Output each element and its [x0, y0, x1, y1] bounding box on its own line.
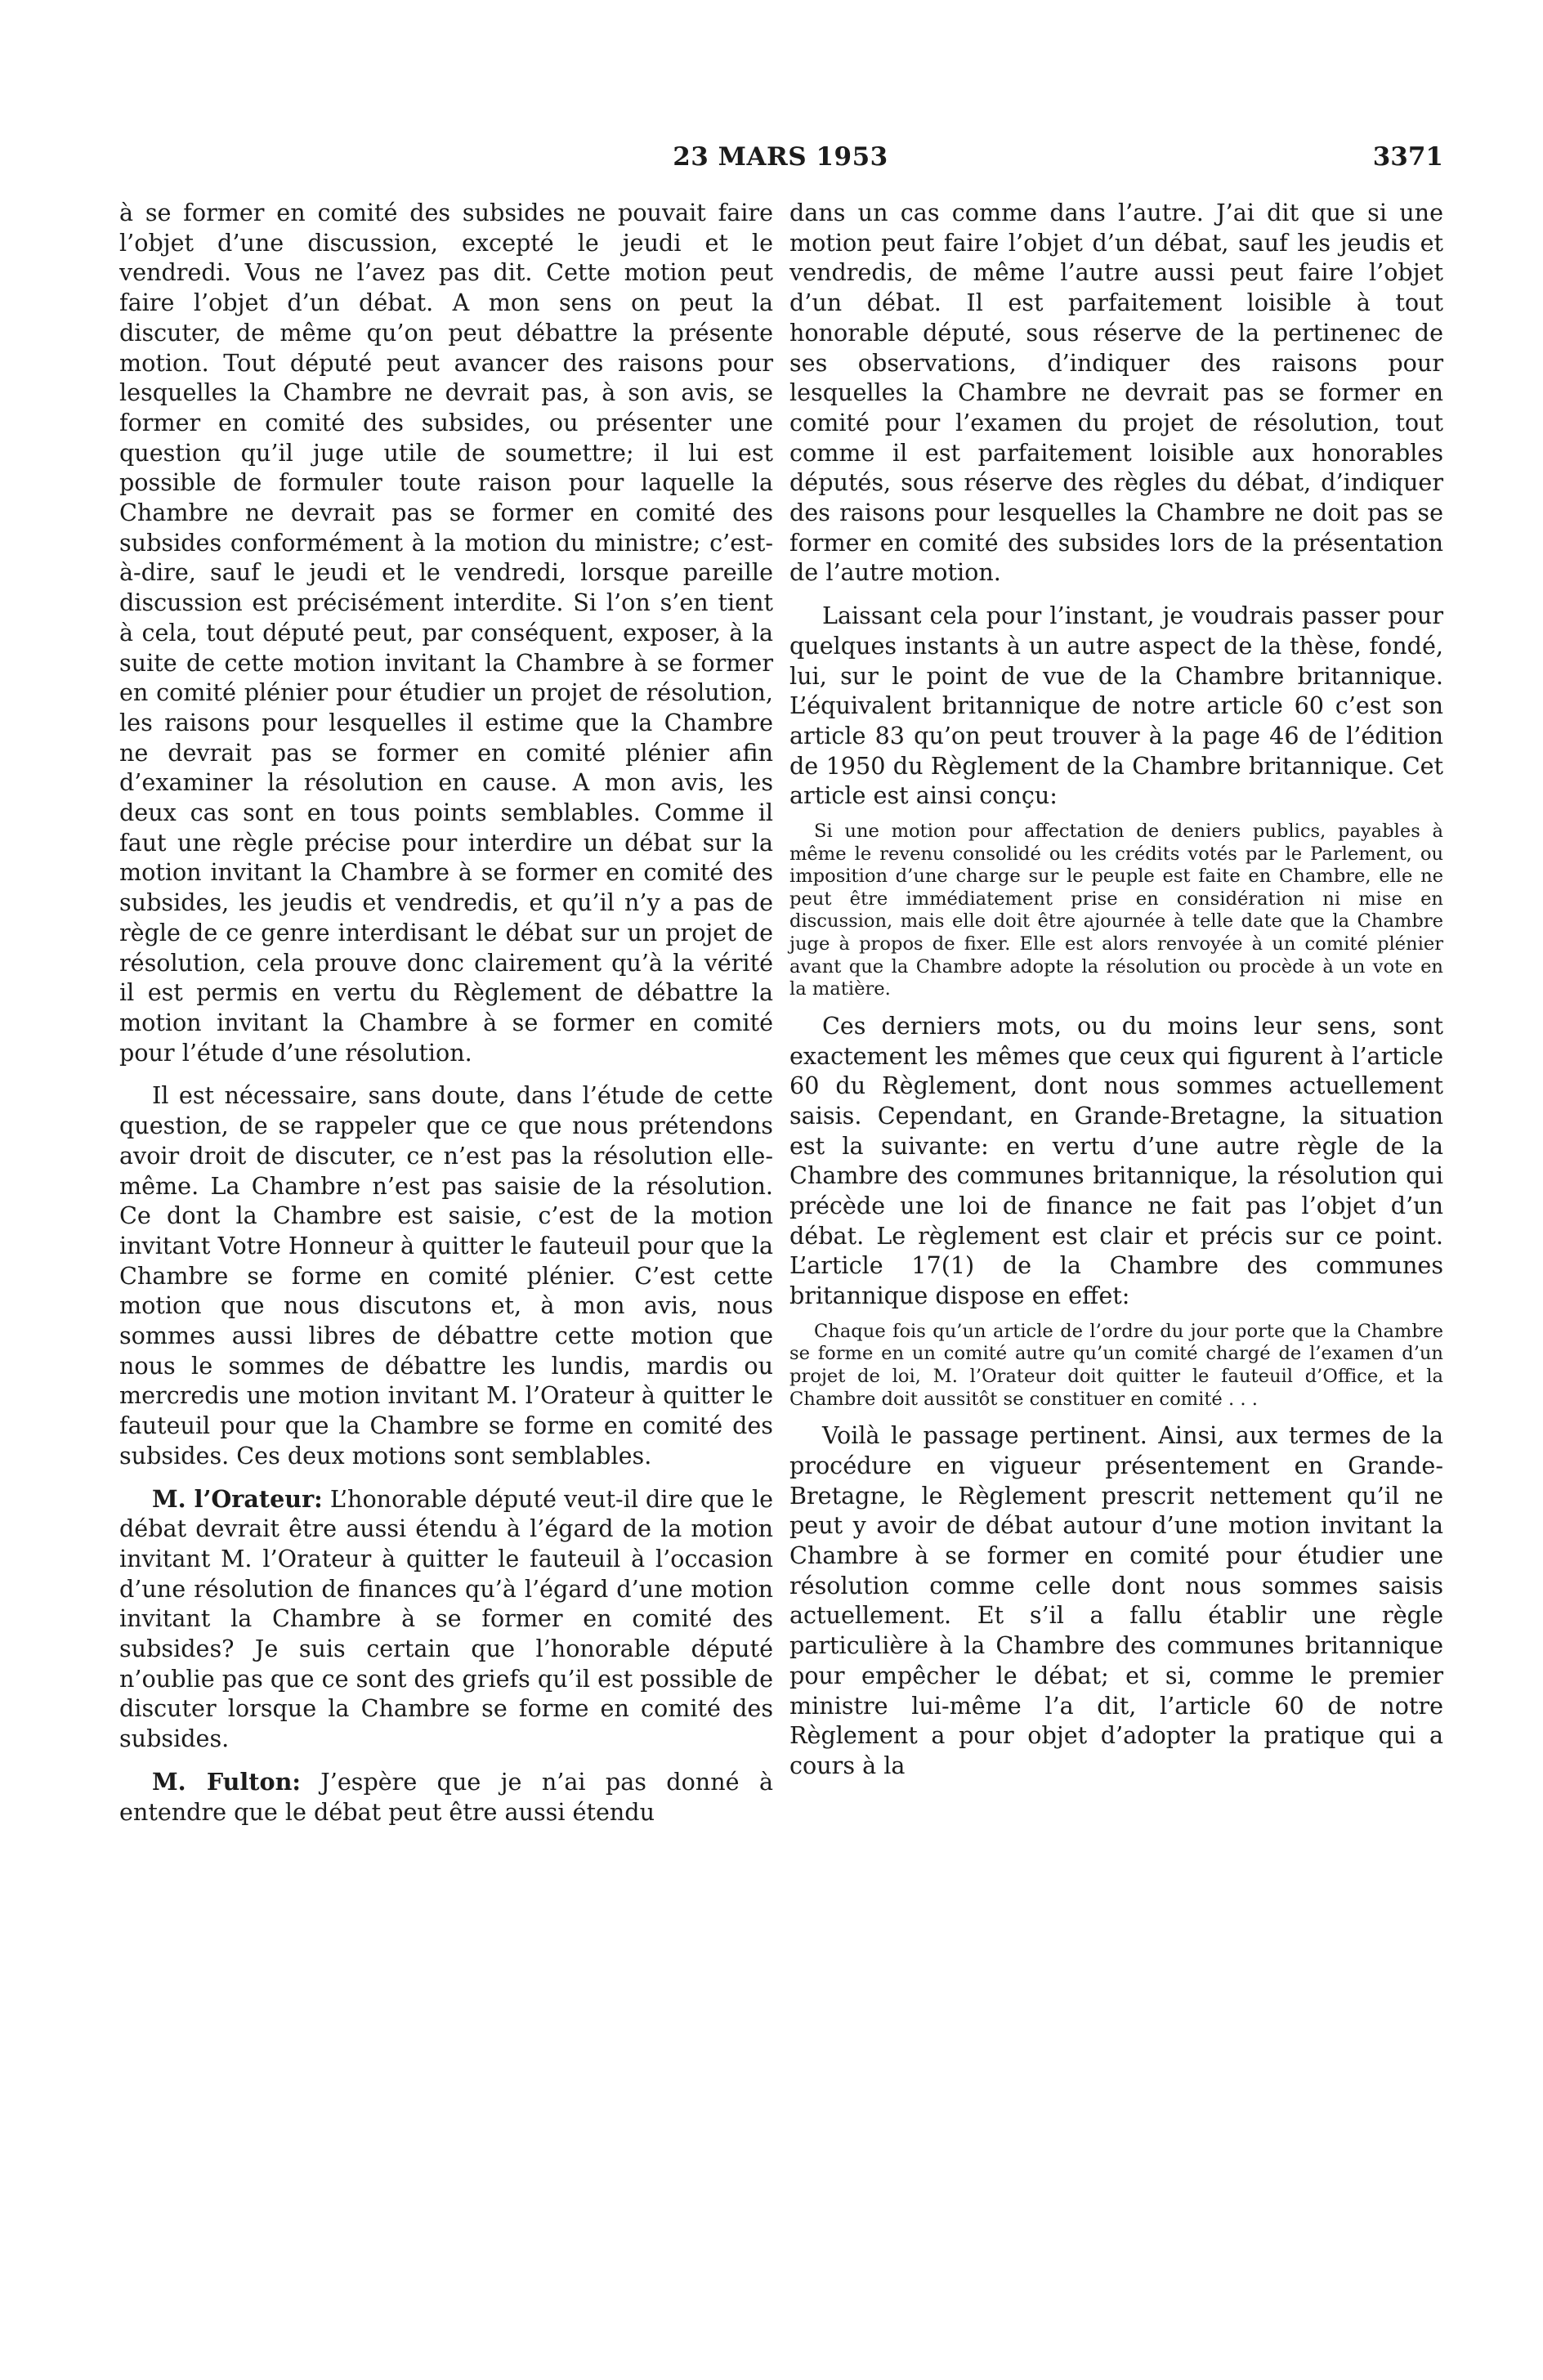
right-paragraph-3: Ces derniers mots, ou du moins leur sens, sont exactement les mêmes que ceux qui figurent à l’article 60 du Règlement, dont nous sommes actuellement saisis. Cependant, en Grande-Bretagne, la situation est la suivante: en vertu d’une autre règle de la Chambre des communes britannique, la résolution qui précède une loi de finance ne fait pas l’objet d’un débat. Le règlement est clair et précis sur ce point. L’article 17(1) de la Chambre des communes britannique dispose en effet:: [789, 1011, 1443, 1310]
left-paragraph-3: [119, 1484, 773, 1754]
right-paragraph-4: Voilà le passage pertinent. Ainsi, aux termes de la procédure en vigueur présentement en Grande-Bretagne, le Règlement prescrit nettement qu’il ne peut y avoir de débat autour d’une motion invitant la Chambre à se former en comité pour étudier une résolution comme celle dont nous sommes saisis actuellement. Et s’il a fallu établir une règle particulière à la Chambre des communes britannique pour empêcher le débat; et si, comme le premier ministre lui-même l’a dit, l’article 60 de notre Règlement a pour objet d’adopter la pratique qui a cours à la: [789, 1421, 1443, 1779]
left-column: [119, 198, 773, 1827]
quotation-article-83: Si une motion pour affectation de deniers publics, payables à même le revenu consolidé ou les crédits votés par le Parlement, ou imposition d’une charge sur le peuple est faite en Chambre, elle ne peut être immédiatement prise en considération ni mise en discussion, mais elle doit être ajournée à telle date que la Chambre juge à propos de fixer. Elle est alors renvoyée à un comité plénier avant que la Chambre adopte la résolution ou procède à un vote en la matière.: [789, 821, 1443, 1000]
speech-orateur: L’honorable député veut-il dire que le débat devrait être aussi étendu à l’égard de la motion invitant M. l’Orateur à quitter le fauteuil à l’occasion d’une résolution de finances qu’à l’égard d’une motion invitant la Chambre à se former en comité des subsides? Je suis certain que l’honorable député n’oublie pas que ce sont des griefs qu’il est possible de discuter lorsque la Chambre se forme en comité des subsides.: [119, 1484, 774, 1753]
page-header: [118, 137, 1443, 180]
speech-fulton: J’espère que je n’ai pas donné à entendre que le débat peut être aussi étendu: [119, 1767, 773, 1826]
left-paragraph-2: Il est nécessaire, sans doute, dans l’étude de cette question, de se rappeler que ce que nous prétendons avoir droit de discuter, ce n’est pas la résolution elle-même. La Chambre n’est pas saisie de la résolution. Ce dont la Chambre est saisie, c’est de la motion invitant Votre Honneur à quitter le fauteuil pour que la Chambre se forme en comité plénier. C’est cette motion que nous discutons et, à mon avis, nous sommes aussi libres de débattre cette motion que nous le sommes de débattre les lundis, mardis ou mercredis une motion invitant M. l’Orateur à quitter le fauteuil pour que la Chambre se forme en comité des subsides. Ces deux motions sont semblables.: [119, 1081, 773, 1470]
speaker-orateur: M. l’Orateur:: [152, 1484, 323, 1513]
speaker-fulton: M. Fulton:: [152, 1767, 301, 1796]
page-date: 23 MARS 1953: [673, 142, 888, 172]
left-paragraph-4: [119, 1767, 773, 1827]
left-paragraph-1: à se former en comité des subsides ne pouvait faire l’objet d’une discussion, excepté le jeudi et le vendredi. Vous ne l’avez pas dit. Cette motion peut faire l’objet d’un débat. A mon sens on peut la discuter, de même qu’on peut débattre la présente motion. Tout député peut avancer des raisons pour lesquelles la Chambre ne devrait pas, à son avis, se former en comité des subsides, ou présenter une question qu’il juge utile de soumettre; il lui est possible de formuler toute raison pour laquelle la Chambre ne devrait pas se former en comité des subsides conformément à la motion du ministre; c’est-à-dire, sauf le jeudi et le vendredi, lorsque pareille discussion est précisément interdite. Si l’on s’en tient à cela, tout député peut, par conséquent, exposer, à la suite de cette motion invitant la Chambre à se former en comité plénier pour étudier un projet de résolution, les raisons pour lesquelles il estime que la Chambre ne devrait pas se former en comité plénier afin d’examiner la résolution en cause. A mon avis, les deux cas sont en tous points semblables. Comme il faut une règle précise pour interdire un débat sur la motion invitant la Chambre à se former en comité des subsides, les jeudis et vendredis, et qu’il n’y a pas de règle de ce genre interdisant le débat sur un projet de résolution, cela prouve donc clairement qu’à la vérité il est permis en vertu du Règlement de débattre la motion invitant la Chambre à se former en comité pour l’étude d’une résolution.: [119, 199, 773, 1067]
page-number: 3371: [1372, 142, 1443, 172]
quotation-article-17: Chaque fois qu’un article de l’ordre du jour porte que la Chambre se forme en un comité autre qu’un comité chargé de l’examen d’un projet de loi, M. l’Orateur doit quitter le fauteuil d’Office, et la Chambre doit aussitôt se constituer en comité . . .: [789, 1320, 1443, 1410]
right-column: [789, 198, 1443, 1781]
right-paragraph-2: Laissant cela pour l’instant, je voudrais passer pour quelques instants à un autre aspect de la thèse, fondé, lui, sur le point de vue de la Chambre britannique. L’équivalent britannique de notre article 60 c’est son article 83 qu’on peut trouver à la page 46 de l’édition de 1950 du Règlement de la Chambre britannique. Cet article est ainsi conçu:: [789, 602, 1443, 810]
right-paragraph-1: dans un cas comme dans l’autre. J’ai dit que si une motion peut faire l’objet d’un débat, sauf les jeudis et vendredis, de même l’autre aussi peut faire l’objet d’un débat. Il est parfaitement loisible à tout honorable député, sous réserve de la pertinenec de ses observations, d’indiquer des raisons pour lesquelles la Chambre ne devrait pas se former en comité pour l’examen du projet de résolution, tout comme il est parfaitement loisible aux honorables députés, sous réserve des règles du débat, d’indiquer des raisons pour lesquelles la Chambre ne doit pas se former en comité des subsides lors de la présentation de l’autre motion.: [789, 199, 1443, 587]
